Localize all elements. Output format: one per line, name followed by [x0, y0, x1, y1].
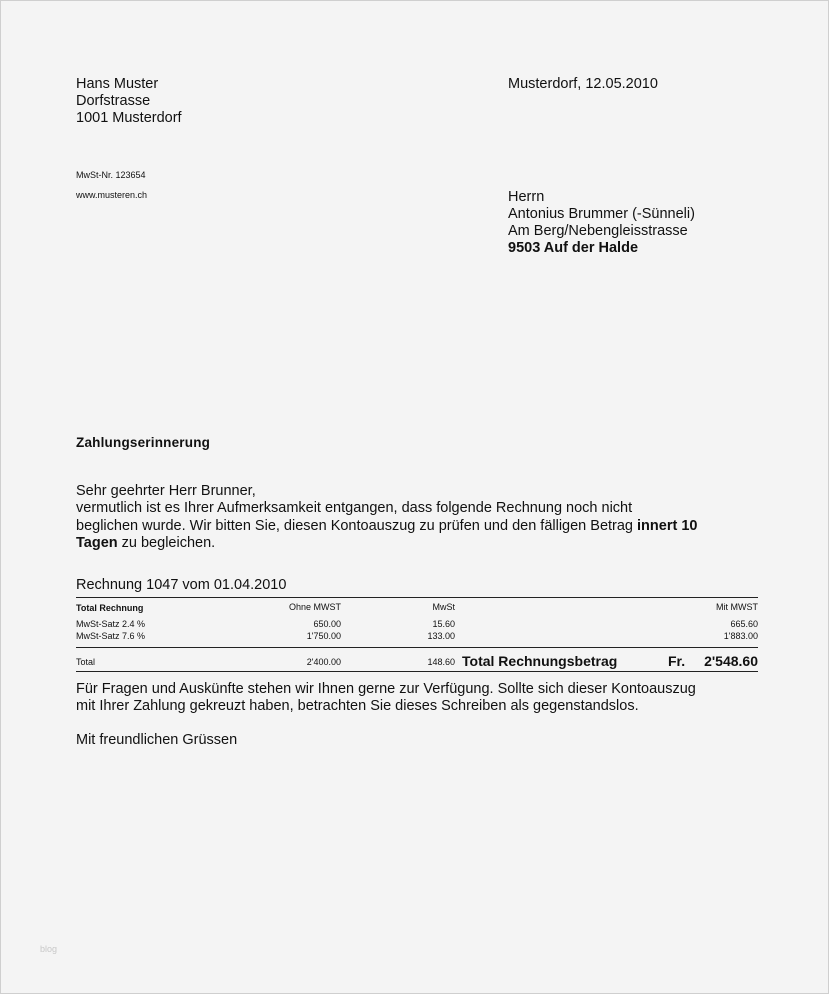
body-line-3-text: zu begleichen. [117, 534, 216, 551]
row-2-vat: 133.00 [427, 631, 455, 641]
header-net: Ohne MWST [288, 602, 341, 612]
sender-name: Hans Muster [76, 76, 159, 92]
sender-street: Dorfstrasse [76, 93, 151, 109]
header-gross: Mit MWST [716, 602, 758, 612]
recipient-city: 9503 Auf der Halde [508, 240, 639, 256]
date-line: Musterdorf, 12.05.2010 [508, 76, 658, 92]
body-line-3 [76, 535, 726, 552]
subject-heading: Zahlungserinnerung [76, 435, 211, 450]
header-label: Total Rechnung [76, 603, 144, 613]
letter-body [76, 483, 726, 552]
row-1-vat: 15.60 [432, 619, 455, 629]
body-greeting: Sehr geehrter Herr Brunner, [76, 483, 256, 499]
total-currency: Fr. [668, 653, 686, 669]
total-label: Total [76, 657, 96, 667]
header-vat: MwSt [432, 602, 455, 612]
vat-number: MwSt-Nr. 123654 [76, 170, 146, 180]
invoice-title: Rechnung 1047 vom 01.04.2010 [76, 577, 287, 593]
body-line-2-text: beglichen wurde. Wir bitten Sie, diesen Kontoauszug zu prüfen und den fälligen Betrag [76, 517, 638, 534]
recipient-name: Antonius Brummer (-Sünneli) [508, 206, 695, 222]
total-vat: 148.60 [427, 657, 455, 667]
body-line-1: vermutlich ist es Ihrer Aufmerksamkeit entgangen, dass folgende Rechnung noch nicht [76, 500, 633, 517]
body-line-2 [76, 518, 726, 535]
recipient-salutation: Herrn [508, 189, 545, 205]
table-top-rule [76, 597, 758, 598]
row-1-net: 650.00 [313, 619, 341, 629]
watermark: blog [40, 944, 58, 954]
sender-city: 1001 Musterdorf [76, 110, 182, 126]
total-amount: 2'548.60 [704, 653, 758, 669]
row-1-gross: 665.60 [730, 619, 758, 629]
table-mid-rule [76, 647, 758, 648]
closing-line-1: Für Fragen und Auskünfte stehen wir Ihnen gerne zur Verfügung. Sollte sich dieser Kontoauszug [76, 681, 696, 697]
closing-paragraph [76, 681, 726, 716]
row-2-gross: 1'883.00 [723, 631, 758, 641]
row-2-label: MwSt-Satz 7.6 % [76, 631, 146, 641]
total-sum-label: Total Rechnungsbetrag [462, 653, 618, 669]
recipient-street: Am Berg/Nebengleisstrasse [508, 223, 688, 239]
closing-line-2: mit Ihrer Zahlung gekreuzt haben, betrachten Sie dieses Schreiben als gegenstandslos. [76, 698, 639, 715]
row-2-net: 1'750.00 [306, 631, 341, 641]
sender-meta [76, 170, 147, 210]
total-net: 2'400.00 [306, 657, 341, 667]
website: www.musteren.ch [76, 190, 148, 200]
row-1-label: MwSt-Satz 2.4 % [76, 619, 146, 629]
table-bottom-rule [76, 671, 758, 672]
signoff: Mit freundlichen Grüssen [76, 732, 238, 748]
sender-address [76, 76, 182, 127]
body-days-bold: Tagen [76, 534, 118, 551]
body-deadline-bold: innert 10 [637, 517, 698, 534]
recipient-address [508, 189, 695, 257]
